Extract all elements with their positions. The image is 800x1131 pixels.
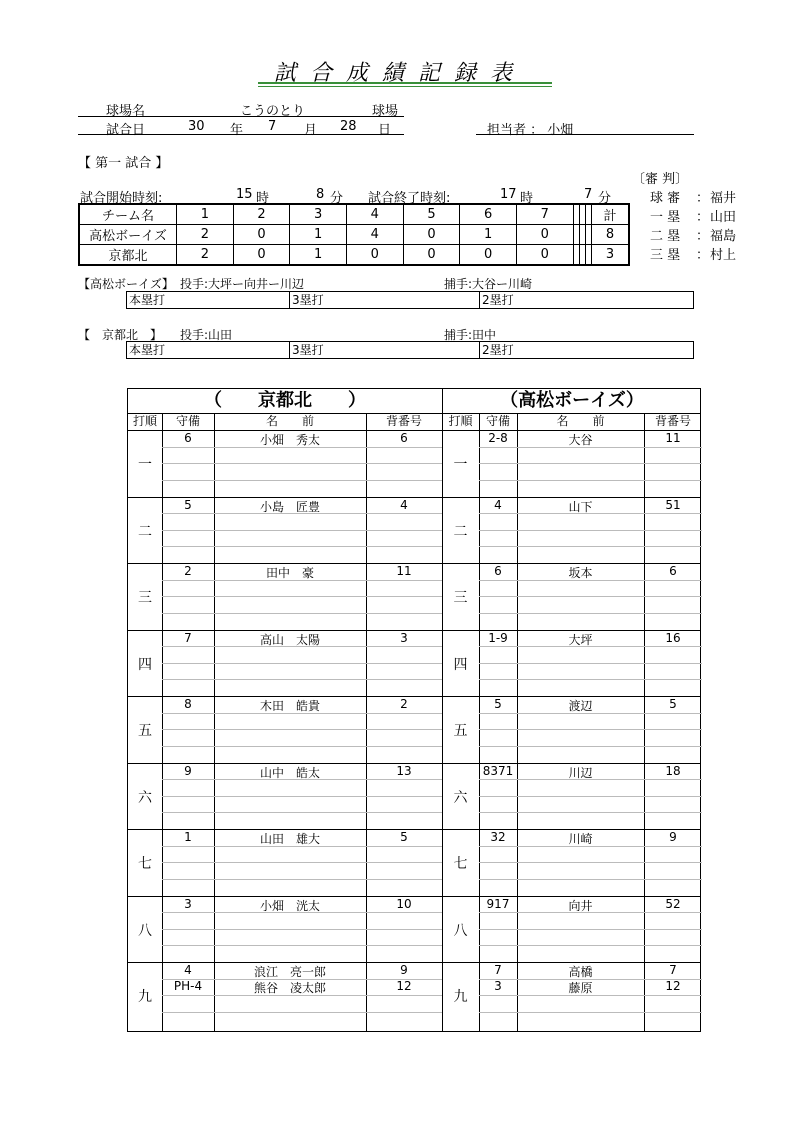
stadium-name: こうのとり <box>240 104 306 119</box>
stadium-label: 球場名 <box>106 104 146 119</box>
fielding-position: 6 <box>494 564 502 578</box>
inning-2-header: 2 <box>233 204 290 225</box>
batting-order: 五 <box>138 723 152 740</box>
umpire-role: 一 塁 <box>650 210 681 225</box>
title-underline <box>258 82 552 84</box>
fielding-position: 9 <box>184 763 192 778</box>
player-name: 川崎 <box>568 832 593 846</box>
team-title: （高松ボーイズ） <box>500 390 644 411</box>
start-min-unit: 分 <box>330 191 344 206</box>
number-header: 背番号 <box>385 414 422 428</box>
inning-7-header: 7 <box>516 204 573 225</box>
batting-order: 四 <box>453 656 468 673</box>
row-guide-line <box>479 530 702 531</box>
uniform-number: 16 <box>665 630 681 645</box>
row-guide-line <box>162 729 442 730</box>
row-guide-line <box>479 945 702 946</box>
total-header: 計 <box>592 204 630 225</box>
inning-4-header: 4 <box>346 204 403 225</box>
uniform-number: 6 <box>400 431 408 445</box>
start-time-label: 試合開始時刻: <box>80 191 163 206</box>
player-name: 高山 太陽 <box>259 632 320 647</box>
number-header: 背番号 <box>654 414 691 428</box>
title-underline-thin <box>258 86 552 87</box>
end-min: 7 <box>584 187 593 202</box>
uniform-number: 5 <box>669 697 677 711</box>
start-hour: 15 <box>236 187 253 202</box>
uniform-number: 9 <box>400 963 408 977</box>
row-guide-line <box>162 480 442 481</box>
row-guide-line <box>162 663 442 664</box>
row-guide-line <box>479 812 702 813</box>
batting-order: 九 <box>138 989 152 1006</box>
inning-score: 0 <box>403 245 460 266</box>
fielding-position: 2-8 <box>488 431 508 445</box>
start-hour-unit: 時 <box>256 191 270 206</box>
position-header: 守備 <box>175 414 200 428</box>
batting-order: 九 <box>453 989 468 1006</box>
date-underline <box>78 134 404 135</box>
start-min: 8 <box>316 187 325 202</box>
umpire-role: 二 塁 <box>650 229 681 244</box>
batting-order: 五 <box>453 723 468 740</box>
batting-order: 八 <box>453 922 468 939</box>
row-guide-line <box>162 613 442 614</box>
row-guide-line <box>479 613 702 614</box>
fielding-position: 5 <box>184 497 192 512</box>
uniform-number: 13 <box>396 763 412 778</box>
battery-team: 【 京都北 】 <box>78 328 163 342</box>
game-label: 【 第一 試合 】 <box>78 156 169 171</box>
row-guide-line <box>162 929 442 930</box>
row-guide-line <box>162 746 442 747</box>
row-guide-line <box>162 679 442 680</box>
player-name: 山下 <box>568 499 593 514</box>
fielding-position: 32 <box>490 830 506 844</box>
batting-order: 一 <box>138 457 152 474</box>
inning-score: 2 <box>177 245 234 266</box>
row-guide-line <box>479 796 702 797</box>
umpire-sep: ： <box>696 248 710 263</box>
triple-label: 3塁打 <box>289 342 324 358</box>
inning-3-header: 3 <box>290 204 347 225</box>
date-year: 30 <box>188 119 205 134</box>
batting-order: 七 <box>453 856 468 873</box>
player-name: 大谷 <box>568 433 593 447</box>
row-guide-line <box>479 1012 702 1013</box>
batting-order: 四 <box>138 656 152 673</box>
player-name: 山中 皓太 <box>259 765 320 780</box>
row-guide-line <box>162 862 442 863</box>
row-guide-line <box>162 530 442 531</box>
uniform-number: 9 <box>669 830 677 844</box>
row-guide-line <box>162 596 442 597</box>
umpire-name: 福島 <box>710 229 737 244</box>
batting-order: 八 <box>138 922 152 939</box>
row-guide-line <box>479 663 702 664</box>
person-underline <box>476 134 694 135</box>
fielding-position: 1-9 <box>488 630 508 645</box>
umpire-role: 球 審 <box>650 191 681 206</box>
scoreboard-header-row <box>79 204 629 225</box>
fielding-position: PH-4 <box>173 979 203 993</box>
inning-score: 0 <box>403 225 460 245</box>
battery-team: 【高松ボーイズ】 <box>78 277 174 291</box>
uniform-number: 51 <box>665 497 681 512</box>
row-guide-line <box>479 862 702 863</box>
order-header: 打順 <box>132 414 157 428</box>
team-total: 8 <box>592 225 630 245</box>
page-title: 試合成績記録表 <box>273 61 526 86</box>
row-guide-line <box>479 596 702 597</box>
row-guide-line <box>479 679 702 680</box>
player-name: 高橋 <box>568 965 593 979</box>
player-name: 小島 匠豊 <box>259 499 320 514</box>
player-name: 熊谷 凌太郎 <box>253 981 326 995</box>
inning-score: 2 <box>177 225 234 245</box>
team-name: 京都北 <box>79 245 177 266</box>
battery-catcher: 捕手:田中 <box>444 328 497 342</box>
inning-score: 0 <box>460 245 517 266</box>
uniform-number: 6 <box>669 564 677 578</box>
end-hour: 17 <box>500 187 517 202</box>
inning-5-header: 5 <box>403 204 460 225</box>
fielding-position: 3 <box>184 896 192 911</box>
lineup-table <box>127 388 701 1032</box>
scoreboard-row <box>79 225 629 245</box>
inning-score: 1 <box>460 225 517 245</box>
end-hour-unit: 時 <box>520 191 534 206</box>
uniform-number: 5 <box>400 830 408 844</box>
player-name: 藤原 <box>568 981 593 995</box>
player-name: 坂本 <box>568 566 593 580</box>
team-name: 高松ボーイズ <box>79 225 177 245</box>
extra-base-hits-box <box>126 291 694 309</box>
player-name: 小畑 洸太 <box>259 898 320 913</box>
uniform-number: 11 <box>665 431 681 445</box>
uniform-number: 11 <box>396 564 412 578</box>
row-guide-line <box>162 812 442 813</box>
batting-order: 三 <box>453 590 468 607</box>
fielding-position: 8 <box>184 697 192 711</box>
batting-order: 三 <box>138 590 152 607</box>
name-header: 名 前 <box>265 414 314 428</box>
batting-order: 二 <box>453 523 468 540</box>
batting-order: 六 <box>453 789 468 806</box>
uniform-number: 52 <box>665 896 681 911</box>
stadium-suffix: 球場 <box>372 104 399 119</box>
scoreboard <box>78 203 630 266</box>
inning-score: 1 <box>290 225 347 245</box>
batting-order: 六 <box>138 789 152 806</box>
row-guide-line <box>479 480 702 481</box>
player-name: 渡辺 <box>568 699 593 713</box>
umpire-label: 〔審 判〕 <box>632 172 689 187</box>
uniform-number: 3 <box>400 630 408 645</box>
inning-score: 0 <box>233 245 290 266</box>
player-name: 山田 雄大 <box>259 832 320 846</box>
row-guide-line <box>162 945 442 946</box>
row-guide-line <box>479 729 702 730</box>
order-header: 打順 <box>448 414 473 428</box>
fielding-position: 6 <box>184 431 192 445</box>
end-time-label: 試合終了時刻: <box>368 191 451 206</box>
row-guide-line <box>162 546 442 547</box>
inning-score: 1 <box>290 245 347 266</box>
team-title: （ 京都北 ） <box>204 390 366 411</box>
date-year-unit: 年 <box>230 123 244 138</box>
inning-1-header: 1 <box>177 204 234 225</box>
batting-order: 七 <box>138 856 152 873</box>
inning-score: 0 <box>516 225 573 245</box>
uniform-number: 4 <box>400 497 408 512</box>
position-header: 守備 <box>485 414 510 428</box>
umpire-role: 三 塁 <box>650 248 681 263</box>
player-name: 川辺 <box>568 765 593 780</box>
inning-score: 0 <box>346 245 403 266</box>
uniform-number: 7 <box>669 963 677 977</box>
end-min-unit: 分 <box>598 191 612 206</box>
date-day: 28 <box>340 119 357 134</box>
row-guide-line <box>479 546 702 547</box>
home-run-label: 本塁打 <box>129 343 166 357</box>
row-guide-line <box>479 746 702 747</box>
name-header: 名 前 <box>556 414 605 428</box>
player-name: 小畑 秀太 <box>259 433 320 447</box>
fielding-position: 1 <box>184 830 192 844</box>
uniform-number: 2 <box>400 697 408 711</box>
team-name-header: チーム名 <box>79 204 177 225</box>
uniform-number: 10 <box>396 896 412 911</box>
row-guide-line <box>162 1012 442 1013</box>
inning-score: 0 <box>516 245 573 266</box>
umpire-name: 山田 <box>710 210 737 225</box>
umpire-name: 村上 <box>710 248 737 263</box>
fielding-position: 8371 <box>482 763 514 778</box>
inning-score: 4 <box>346 225 403 245</box>
person-in-charge: 担当者 ： 小畑 <box>487 123 574 138</box>
player-name: 田中 豪 <box>265 566 314 580</box>
triple-label: 3塁打 <box>289 292 324 308</box>
uniform-number: 12 <box>665 979 681 993</box>
umpire-sep: ： <box>696 229 710 244</box>
fielding-position: 7 <box>184 630 192 645</box>
row-guide-line <box>479 879 702 880</box>
fielding-position: 2 <box>184 564 192 578</box>
uniform-number: 12 <box>396 979 412 993</box>
umpire-sep: ： <box>696 191 710 206</box>
battery-catcher: 捕手:大谷ー川崎 <box>444 277 533 291</box>
umpire-sep: ： <box>696 210 710 225</box>
date-month-unit: 月 <box>304 123 318 138</box>
extra-base-hits-box <box>126 341 694 359</box>
player-name: 木田 皓貴 <box>259 699 320 713</box>
row-guide-line <box>479 463 702 464</box>
date-day-unit: 日 <box>378 123 392 138</box>
uniform-number: 18 <box>665 763 681 778</box>
inning-score: 0 <box>233 225 290 245</box>
row-guide-line <box>162 463 442 464</box>
battery-pitcher: 投手:山田 <box>180 328 233 342</box>
player-name: 向井 <box>568 898 593 913</box>
double-label: 2塁打 <box>479 292 514 308</box>
fielding-position: 4 <box>494 497 502 512</box>
inning-6-header: 6 <box>460 204 517 225</box>
row-guide-line <box>162 879 442 880</box>
battery-pitcher: 投手:大坪ー向井ー川辺 <box>180 277 305 291</box>
row-guide-line <box>479 929 702 930</box>
date-month: 7 <box>268 119 277 134</box>
row-guide-line <box>162 796 442 797</box>
stadium-underline <box>78 116 404 117</box>
batting-order: 一 <box>453 457 468 474</box>
fielding-position: 3 <box>494 979 502 993</box>
scoreboard-row <box>79 245 629 266</box>
fielding-position: 4 <box>184 963 192 977</box>
fielding-position: 5 <box>494 697 502 711</box>
batting-order: 二 <box>138 523 152 540</box>
fielding-position: 917 <box>486 896 510 911</box>
player-name: 浪江 亮一郎 <box>253 965 326 979</box>
date-label: 試合日 <box>106 123 146 138</box>
umpire-name: 福井 <box>710 191 737 206</box>
double-label: 2塁打 <box>479 342 514 358</box>
fielding-position: 7 <box>494 963 502 977</box>
home-run-label: 本塁打 <box>129 293 166 307</box>
team-total: 3 <box>592 245 630 266</box>
player-name: 大坪 <box>568 632 593 647</box>
